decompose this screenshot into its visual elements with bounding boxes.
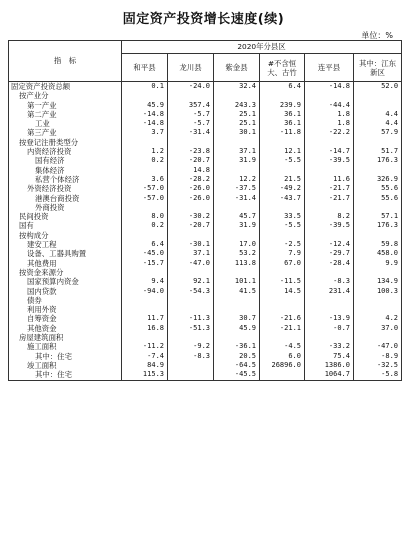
row-value: 75.4 [305, 352, 354, 361]
row-value [305, 91, 354, 100]
row-label: 其他资金 [9, 324, 122, 333]
table-row [9, 268, 402, 277]
table-row [9, 203, 402, 212]
row-value [354, 296, 402, 305]
row-value: 25.1 [214, 119, 260, 128]
row-label: 外资经济投资 [9, 184, 122, 193]
row-value [168, 305, 214, 314]
row-value: -24.0 [168, 82, 214, 92]
column-header: #不含恒大、古竹 [260, 54, 305, 82]
row-value: -7.4 [122, 352, 168, 361]
row-value: -11.2 [122, 342, 168, 351]
row-value [260, 370, 305, 380]
table-row [9, 194, 402, 203]
table-row [9, 305, 402, 314]
row-value: -30.2 [168, 212, 214, 221]
row-value: 14.8 [168, 166, 214, 175]
row-label: 固定资产投资总额 [9, 82, 122, 92]
row-value [305, 166, 354, 175]
row-value [354, 91, 402, 100]
row-value: -2.5 [260, 240, 305, 249]
row-value [122, 166, 168, 175]
row-label: 第二产业 [9, 110, 122, 119]
table-row [9, 82, 402, 92]
row-value: 37.0 [354, 324, 402, 333]
row-value [260, 91, 305, 100]
row-value: -64.5 [214, 361, 260, 370]
table-row [9, 314, 402, 323]
row-value: -5.5 [260, 221, 305, 230]
table-row [9, 101, 402, 110]
row-value [214, 231, 260, 240]
row-value [122, 203, 168, 212]
row-value: -37.5 [214, 184, 260, 193]
row-label: 按资金来源分 [9, 268, 122, 277]
row-value: 33.5 [260, 212, 305, 221]
row-label: 港澳台商投资 [9, 194, 122, 203]
table-row [9, 221, 402, 230]
row-label: 其中：住宅 [9, 370, 122, 380]
row-value: -49.2 [260, 184, 305, 193]
row-value: 20.5 [214, 352, 260, 361]
row-value: -44.4 [305, 101, 354, 110]
row-value: 25.1 [214, 110, 260, 119]
row-value [214, 268, 260, 277]
row-label: 工业 [9, 119, 122, 128]
row-value: 31.9 [214, 156, 260, 165]
row-value: 9.4 [122, 277, 168, 286]
row-value: 101.1 [214, 277, 260, 286]
row-value [168, 138, 214, 147]
row-value: -8.3 [168, 352, 214, 361]
table-row [9, 175, 402, 184]
row-value [214, 166, 260, 175]
row-label: 设备、工器具购置 [9, 249, 122, 258]
column-header: 和平县 [122, 54, 168, 82]
row-value: 176.3 [354, 221, 402, 230]
row-label: 其他费用 [9, 259, 122, 268]
row-value: 231.4 [305, 287, 354, 296]
row-value: 12.1 [260, 147, 305, 156]
row-label: 国有经济 [9, 156, 122, 165]
column-header: 其中：江东新区 [354, 54, 402, 82]
row-value: 458.0 [354, 249, 402, 258]
table-body [9, 82, 402, 381]
row-value: 30.1 [214, 128, 260, 137]
table-row [9, 352, 402, 361]
row-value: 57.9 [354, 128, 402, 137]
row-value: 1.8 [305, 110, 354, 119]
column-header: 紫金县 [214, 54, 260, 82]
row-value [122, 268, 168, 277]
row-value [260, 296, 305, 305]
row-value: 21.5 [260, 175, 305, 184]
row-value: -57.0 [122, 194, 168, 203]
row-value: -47.0 [168, 259, 214, 268]
row-value: 84.9 [122, 361, 168, 370]
indicator-header: 指 标 [9, 41, 122, 82]
row-value: 36.1 [260, 110, 305, 119]
row-value: -43.7 [260, 194, 305, 203]
row-value: -14.7 [305, 147, 354, 156]
table-row [9, 370, 402, 380]
row-value [260, 268, 305, 277]
row-label: 国内贷款 [9, 287, 122, 296]
row-value: -4.5 [260, 342, 305, 351]
row-value: 55.6 [354, 184, 402, 193]
table-row [9, 277, 402, 286]
row-value [354, 333, 402, 342]
row-value: 1386.0 [305, 361, 354, 370]
row-value: -28.2 [168, 175, 214, 184]
table-row [9, 138, 402, 147]
row-value [260, 138, 305, 147]
row-value [305, 138, 354, 147]
row-value: 67.0 [260, 259, 305, 268]
row-value: -14.8 [122, 119, 168, 128]
row-label: 房屋建筑面积 [9, 333, 122, 342]
row-value [354, 268, 402, 277]
row-label: 按登记注册类型分 [9, 138, 122, 147]
table-row [9, 184, 402, 193]
table-row [9, 324, 402, 333]
table-row [9, 212, 402, 221]
row-value: -14.8 [305, 82, 354, 92]
table-row [9, 296, 402, 305]
table-row [9, 361, 402, 370]
table-row [9, 166, 402, 175]
unit-label: 单位：% [361, 31, 393, 40]
row-value [354, 231, 402, 240]
row-value: -11.8 [260, 128, 305, 137]
row-value: 113.8 [214, 259, 260, 268]
row-value: 6.4 [122, 240, 168, 249]
row-value: -9.2 [168, 342, 214, 351]
county-group-header: 2020年分县区 [122, 41, 402, 54]
row-label: 债券 [9, 296, 122, 305]
row-value [214, 333, 260, 342]
row-value: 53.2 [214, 249, 260, 258]
row-value [168, 333, 214, 342]
row-value [305, 333, 354, 342]
table-row [9, 147, 402, 156]
table-row [9, 287, 402, 296]
row-value: -8.9 [354, 352, 402, 361]
row-value: -94.0 [122, 287, 168, 296]
row-value [168, 361, 214, 370]
row-value: 0.2 [122, 221, 168, 230]
row-value: 26896.0 [260, 361, 305, 370]
table-row [9, 249, 402, 258]
row-value: -51.3 [168, 324, 214, 333]
row-label: 自筹资金 [9, 314, 122, 323]
row-value: -14.8 [122, 110, 168, 119]
row-value: 12.2 [214, 175, 260, 184]
row-value: 0.2 [122, 156, 168, 165]
row-value [168, 203, 214, 212]
table-row [9, 342, 402, 351]
row-value [214, 91, 260, 100]
row-value: -21.6 [260, 314, 305, 323]
row-value: 6.0 [260, 352, 305, 361]
row-value: 176.3 [354, 156, 402, 165]
row-value [260, 333, 305, 342]
row-value: 37.1 [168, 249, 214, 258]
table-row [9, 333, 402, 342]
row-value: -47.0 [354, 342, 402, 351]
row-value: -5.7 [168, 110, 214, 119]
table-row [9, 128, 402, 137]
row-label: 国有 [9, 221, 122, 230]
row-value: -21.7 [305, 184, 354, 193]
row-value: 357.4 [168, 101, 214, 110]
row-value: 1064.7 [305, 370, 354, 380]
column-header: 龙川县 [168, 54, 214, 82]
row-value: 4.4 [354, 110, 402, 119]
row-value [305, 305, 354, 314]
row-value [354, 166, 402, 175]
row-value: 41.5 [214, 287, 260, 296]
row-value: -12.4 [305, 240, 354, 249]
row-value: -20.7 [168, 156, 214, 165]
row-label: 竣工面积 [9, 361, 122, 370]
row-value: 11.7 [122, 314, 168, 323]
row-value [214, 296, 260, 305]
row-value: 16.8 [122, 324, 168, 333]
row-value: 8.2 [305, 212, 354, 221]
row-value: -31.4 [168, 128, 214, 137]
row-value: 1.2 [122, 147, 168, 156]
row-value [122, 305, 168, 314]
row-value: -5.8 [354, 370, 402, 380]
row-value: -39.5 [305, 156, 354, 165]
row-label: 按产业分 [9, 91, 122, 100]
row-label: 利用外资 [9, 305, 122, 314]
row-value: -22.2 [305, 128, 354, 137]
row-value: 9.9 [354, 259, 402, 268]
row-value [260, 203, 305, 212]
row-value [168, 268, 214, 277]
row-value: -15.7 [122, 259, 168, 268]
row-value: 11.6 [305, 175, 354, 184]
table-row [9, 259, 402, 268]
row-value: 4.4 [354, 119, 402, 128]
row-value: -13.9 [305, 314, 354, 323]
row-value: 239.9 [260, 101, 305, 110]
row-value: -33.2 [305, 342, 354, 351]
row-label: 按构成分 [9, 231, 122, 240]
row-value: 31.9 [214, 221, 260, 230]
row-label: 施工面积 [9, 342, 122, 351]
row-value: -0.7 [305, 324, 354, 333]
row-label: 其中：住宅 [9, 352, 122, 361]
row-value [122, 231, 168, 240]
row-value [305, 268, 354, 277]
row-value: 100.3 [354, 287, 402, 296]
row-label: 集体经济 [9, 166, 122, 175]
row-value: -20.7 [168, 221, 214, 230]
row-value: 3.6 [122, 175, 168, 184]
row-value: 134.9 [354, 277, 402, 286]
row-value: -11.5 [260, 277, 305, 286]
row-value: -57.0 [122, 184, 168, 193]
row-value: -30.1 [168, 240, 214, 249]
row-value [214, 138, 260, 147]
row-value: 243.3 [214, 101, 260, 110]
column-header: 连平县 [305, 54, 354, 82]
row-value: -26.0 [168, 184, 214, 193]
row-value: 37.1 [214, 147, 260, 156]
row-value: -36.1 [214, 342, 260, 351]
row-value [305, 203, 354, 212]
row-value [122, 91, 168, 100]
row-value: -39.5 [305, 221, 354, 230]
row-value [214, 305, 260, 314]
row-value: -31.4 [214, 194, 260, 203]
row-value: -26.0 [168, 194, 214, 203]
row-value: 92.1 [168, 277, 214, 286]
row-value: 30.7 [214, 314, 260, 323]
row-value [354, 305, 402, 314]
row-value [354, 203, 402, 212]
row-value: -8.3 [305, 277, 354, 286]
row-value: 52.0 [354, 82, 402, 92]
row-value: -28.4 [305, 259, 354, 268]
row-value [260, 166, 305, 175]
row-value: -11.3 [168, 314, 214, 323]
row-value: 0.1 [122, 82, 168, 92]
row-value: 4.2 [354, 314, 402, 323]
row-value [168, 370, 214, 380]
investment-growth-table [8, 40, 402, 381]
row-value: -54.3 [168, 287, 214, 296]
row-value: -45.5 [214, 370, 260, 380]
table-row [9, 91, 402, 100]
row-value: 6.4 [260, 82, 305, 92]
row-value [305, 231, 354, 240]
row-value: -5.7 [168, 119, 214, 128]
table-row [9, 110, 402, 119]
row-label: 内资经济投资 [9, 147, 122, 156]
row-value [305, 296, 354, 305]
row-value: 32.4 [214, 82, 260, 92]
row-label: 民间投资 [9, 212, 122, 221]
row-value [168, 231, 214, 240]
row-value: -45.0 [122, 249, 168, 258]
row-value: 115.3 [122, 370, 168, 380]
row-value [122, 138, 168, 147]
row-value [214, 203, 260, 212]
row-value: 7.9 [260, 249, 305, 258]
row-value: 57.1 [354, 212, 402, 221]
row-label: 外商投资 [9, 203, 122, 212]
table-row [9, 240, 402, 249]
row-value: 17.0 [214, 240, 260, 249]
table-row [9, 231, 402, 240]
row-value [122, 333, 168, 342]
row-value: 326.9 [354, 175, 402, 184]
row-value [354, 101, 402, 110]
table-row [9, 119, 402, 128]
row-value [260, 231, 305, 240]
row-value: 59.8 [354, 240, 402, 249]
row-label: 第三产业 [9, 128, 122, 137]
row-value [122, 296, 168, 305]
row-value: -29.7 [305, 249, 354, 258]
row-value: 14.5 [260, 287, 305, 296]
row-value [168, 91, 214, 100]
row-value: 8.0 [122, 212, 168, 221]
row-value [354, 138, 402, 147]
row-value [168, 296, 214, 305]
row-value: 45.9 [214, 324, 260, 333]
row-value: 55.6 [354, 194, 402, 203]
row-value: 36.1 [260, 119, 305, 128]
row-value: 51.7 [354, 147, 402, 156]
row-value: 45.7 [214, 212, 260, 221]
row-value: -21.1 [260, 324, 305, 333]
table-title: 固定资产投资增长速度(续) [122, 12, 285, 27]
row-label: 私营个体经济 [9, 175, 122, 184]
row-value: 45.9 [122, 101, 168, 110]
table-row [9, 156, 402, 165]
row-value: -21.7 [305, 194, 354, 203]
row-label: 建安工程 [9, 240, 122, 249]
row-value: -32.5 [354, 361, 402, 370]
row-value [260, 305, 305, 314]
row-label: 国家预算内资金 [9, 277, 122, 286]
row-label: 第一产业 [9, 101, 122, 110]
row-value: 3.7 [122, 128, 168, 137]
row-value: -5.5 [260, 156, 305, 165]
row-value: -23.8 [168, 147, 214, 156]
row-value: 1.8 [305, 119, 354, 128]
